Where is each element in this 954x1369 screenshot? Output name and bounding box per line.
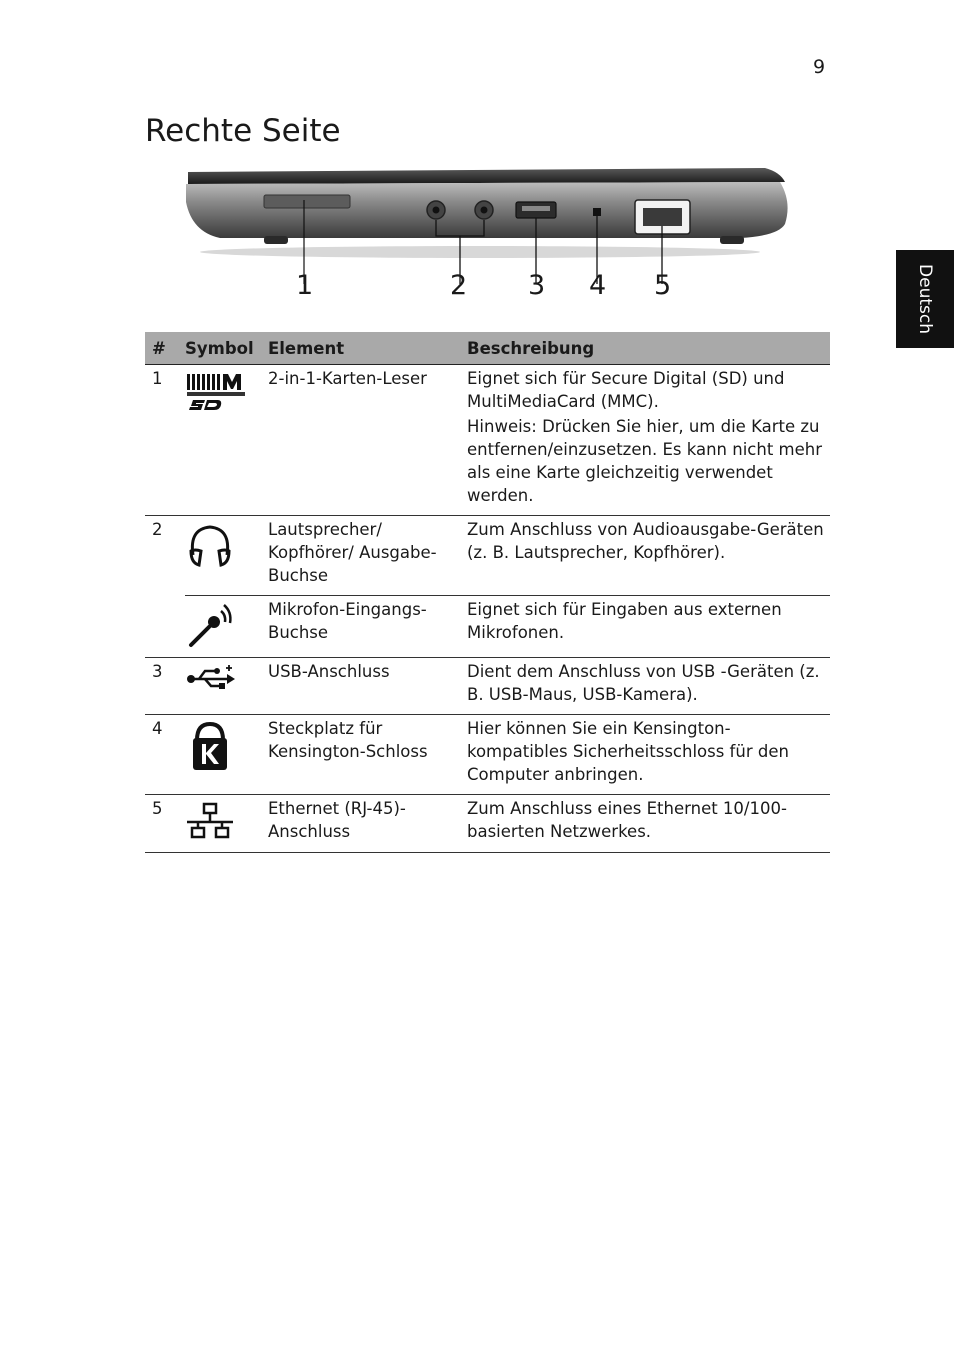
- row-number: 5: [145, 795, 185, 853]
- row-description: Zum Anschluss eines Ethernet 10/100-basierten Netzwerkes.: [467, 795, 830, 853]
- callout-5: 5: [654, 270, 672, 301]
- callout-2: 2: [450, 270, 468, 301]
- row-number: 3: [145, 658, 185, 715]
- row-number: 4: [145, 715, 185, 795]
- row-description: Dient dem Anschluss von USB -Geräten (z. B. USB-Maus, USB-Kamera).: [467, 658, 830, 715]
- ports-table: [145, 332, 830, 853]
- header-symbol: Symbol: [185, 332, 268, 365]
- table-header-row: [145, 332, 830, 365]
- callout-3: 3: [528, 270, 546, 301]
- row-element: Lautsprecher/ Kopfhörer/ Ausgabe-Buchse: [268, 516, 467, 596]
- sd-mmc-card-icon: [185, 370, 249, 414]
- row-number: 2: [145, 516, 185, 596]
- row-element: Steckplatz für Kensington-Schloss: [268, 715, 467, 795]
- row-element: 2-in-1-Karten-Leser: [268, 369, 427, 388]
- row-element: Ethernet (RJ-45)-Anschluss: [268, 795, 467, 853]
- row-description: Hier können Sie ein Kensington-kompatibles Sicherheitsschloss für den Computer anbringen.: [467, 715, 830, 795]
- note-text: Drücken Sie hier, um die Karte zu entfernen/einzusetzen. Es kann nicht mehr als eine Karte gleichzeitig verwendet werden.: [467, 417, 822, 505]
- table-row: [145, 516, 830, 596]
- table-row: [145, 795, 830, 853]
- table-row: [145, 596, 830, 658]
- row-description: Eignet sich für Secure Digital (SD) und MultiMediaCard (MMC).: [467, 369, 785, 411]
- row-description: Zum Anschluss von Audioausgabe-Geräten (z. B. Lautsprecher, Kopfhörer).: [467, 516, 830, 596]
- language-tab: [896, 250, 954, 348]
- usb-icon: [185, 663, 237, 693]
- row-number: 1: [152, 369, 163, 388]
- table-row: [145, 715, 830, 795]
- ethernet-icon: [185, 800, 237, 844]
- table-row: [145, 365, 830, 516]
- headphones-icon: [185, 521, 235, 571]
- row-description: Eignet sich für Eingaben aus externen Mikrofonen.: [467, 596, 830, 658]
- page-number: 9: [813, 56, 826, 78]
- laptop-right-side-illustration: [180, 162, 800, 312]
- page-title: Rechte Seite: [145, 113, 341, 149]
- kensington-lock-icon: [185, 720, 235, 772]
- callout-4: 4: [589, 270, 607, 301]
- note-label: Hinweis:: [467, 417, 537, 436]
- table-row: [145, 658, 830, 715]
- microphone-icon: [185, 601, 235, 649]
- row-element: Mikrofon-Eingangs-Buchse: [268, 596, 467, 658]
- header-description: Beschreibung: [467, 332, 830, 365]
- header-number: #: [145, 332, 185, 365]
- row-element: USB-Anschluss: [268, 658, 467, 715]
- row-number: [145, 596, 185, 658]
- callout-1: 1: [296, 270, 314, 301]
- header-element: Element: [268, 332, 467, 365]
- language-tab-label: Deutsch: [915, 264, 935, 334]
